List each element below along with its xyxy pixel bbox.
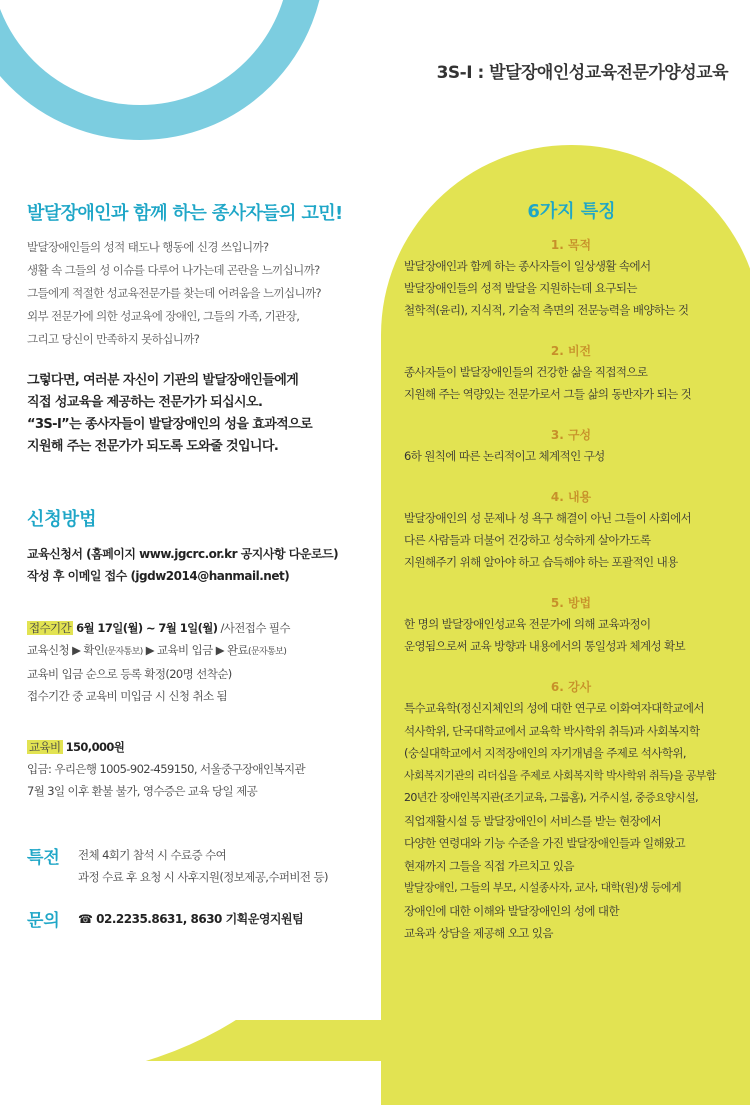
feature-title: 1. 목적 [550,238,592,252]
feature-line: 장애인에 대한 이해와 발달장애인의 성에 대한 [404,903,619,918]
statement-line: 지원해 주는 전문가가 되도록 도와줄 것입니다. [27,439,279,454]
arrow-icon: ▶ [72,643,81,657]
feature-line: 20년간 장애인복지관(조기교육, 그룹홈), 거주시설, 중증요양시설, [404,791,699,804]
apply-instructions [27,543,377,587]
feature-item [392,594,750,657]
document-title: 3S-I : 발달장애인성교육전문가양성교육 [436,63,728,83]
contact-text: 02.2235.8631, 8630 기획운영지원팀 [96,912,304,926]
feature-item [392,236,750,321]
flow-note: (문자통보) [104,647,143,657]
feature-line: 지원해 주는 역량있는 전문가로서 그들 삶의 동반자가 되는 것 [404,387,692,401]
feature-line: 석사학위, 단국대학교에서 교육학 박사학위 취득)과 사회복지학 [404,723,700,738]
period-tag: 접수기간 [29,621,72,635]
flow-note: (문자통보) [248,647,287,657]
feature-line: 발달장애인들의 성적 발달을 지원하는데 요구되는 [404,281,637,295]
feature-line: 종사자들이 발달장애인들의 건강한 삶을 직접적으로 [404,365,648,379]
fee-detail: 입금: 우리은행 1005-902-459150, 서울중구장애인복지관 [27,762,306,776]
question-line: 발달장애인들의 성적 태도나 행동에 신경 쓰입니까? [27,240,269,254]
fee-line [27,736,382,758]
question-line: 그리고 당신이 만족하지 못하십니까? [27,332,200,346]
feature-line: 철학적(윤리), 지식적, 기술적 측면의 전문능력을 배양하는 것 [404,303,689,317]
registration-note: 교육비 입금 순으로 등록 확정(20명 선착순) [27,667,232,681]
period-note: /사전접수 필수 [220,621,290,635]
feature-line: 한 명의 발달장애인성교육 전문가에 의해 교육과정이 [404,617,651,631]
intro-statement [27,370,377,458]
feature-title: 4. 내용 [550,490,592,504]
feature-line: 직업재활시설 등 발달장애인이 서비스를 받는 현장에서 [404,813,661,828]
registration-note: 접수기간 중 교육비 미입금 시 신청 취소 됨 [27,689,228,703]
feature-line: 교육과 상담을 제공해 오고 있음 [404,926,553,940]
intro-heading: 발달장애인과 함께 하는 종사자들의 고민! [27,203,343,224]
arrow-icon: ▶ [145,643,154,657]
flow-step: 교육신청 [27,643,70,657]
benefit-label: 특전 [27,848,60,868]
features-list [392,236,750,966]
feature-line: 발달장애인과 함께 하는 종사자들이 일상생활 속에서 [404,259,651,273]
question-line: 외부 전문가에 의한 성교육에 장애인, 그들의 가족, 기관장, [27,309,300,323]
features-heading: 6가지 특징 [527,201,616,222]
feature-line: (숭실대학교에서 지적장애인의 자기개념을 주제로 석사학위, [404,746,686,760]
feature-item [392,488,750,573]
feature-title: 2. 비전 [550,344,592,358]
question-line: 생활 속 그들의 성 이슈를 다루어 나가는데 곤란을 느끼십니까? [27,263,320,277]
statement-line: 그렇다면, 여러분 자신이 기관의 발달장애인들에게 [27,373,299,388]
process-flow [27,639,382,663]
flow-step: 확인 [83,643,105,657]
benefit-lines [78,844,328,888]
feature-line: 다른 사람들과 더불어 건강하고 성숙하게 살아가도록 [404,533,651,547]
decorative-ring [0,0,325,140]
apply-heading: 신청방법 [27,509,97,530]
period-line [27,617,382,639]
feature-item [392,426,750,467]
arrow-icon: ▶ [215,643,224,657]
flow-step: 교육비 입금 [157,643,213,657]
benefit-line: 과정 수료 후 요청 시 사후지원(정보제공,수퍼비전 등) [78,870,328,884]
fee-block [27,736,382,802]
feature-line: 현재까지 그들을 직접 가르치고 있음 [404,858,574,873]
feature-title: 6. 강사 [550,680,592,694]
feature-title: 5. 방법 [550,596,592,610]
feature-item [392,342,750,405]
feature-line: 지원해주기 위해 알아야 하고 습득해야 하는 포괄적인 내용 [404,555,678,569]
period-value: 6월 17일(월) ~ 7월 1일(월) [76,621,218,635]
fee-tag: 교육비 [29,740,61,754]
feature-line: 특수교육학(정신지체인의 성에 대한 연구로 이화여자대학교에서 [404,701,704,715]
feature-line: 사회복지기관의 리더십을 주제로 사회복지학 박사학위 취득)을 공부함 [404,768,716,782]
question-line: 그들에게 적절한 성교육전문가를 찾는데 어려움을 느끼십니까? [27,286,322,300]
statement-line: 직접 성교육을 제공하는 전문가가 되십시오. [27,395,263,410]
flow-step: 완료 [227,643,249,657]
apply-line: 작성 후 이메일 접수 (jgdw2014@hanmail.net) [27,569,290,583]
fee-detail: 7월 3일 이후 환불 불가, 영수증은 교육 당일 제공 [27,784,258,798]
apply-line: 교육신청서 (홈페이지 www.jgcrc.or.kr 공지사항 다운로드) [27,547,339,561]
period-block [27,617,382,707]
feature-line: 운영됨으로써 교육 방향과 내용에서의 통일성과 체계성 확보 [404,639,686,653]
feature-line: 발달장애인, 그들의 부모, 시설종사자, 교사, 대학(원)생 등에게 [404,881,681,894]
phone-icon: ☎ [78,912,93,926]
fee-value: 150,000원 [65,740,125,754]
contact-label: 문의 [27,911,60,931]
contact-line [78,910,303,927]
intro-questions [27,236,377,351]
feature-line: 6하 원칙에 따른 논리적이고 체계적인 구성 [404,449,605,463]
feature-line: 발달장애인의 성 문제나 성 욕구 해결이 아닌 그들이 사회에서 [404,511,692,525]
feature-title: 3. 구성 [550,428,592,442]
feature-item [392,678,750,945]
feature-line: 다양한 연령대와 기능 수준을 가진 발달장애인들과 일해왔고 [404,836,686,850]
benefit-line: 전체 4회기 참석 시 수료증 수여 [78,848,227,862]
statement-line: “3S-I”는 종사자들이 발달장애인의 성을 효과적으로 [27,417,313,432]
